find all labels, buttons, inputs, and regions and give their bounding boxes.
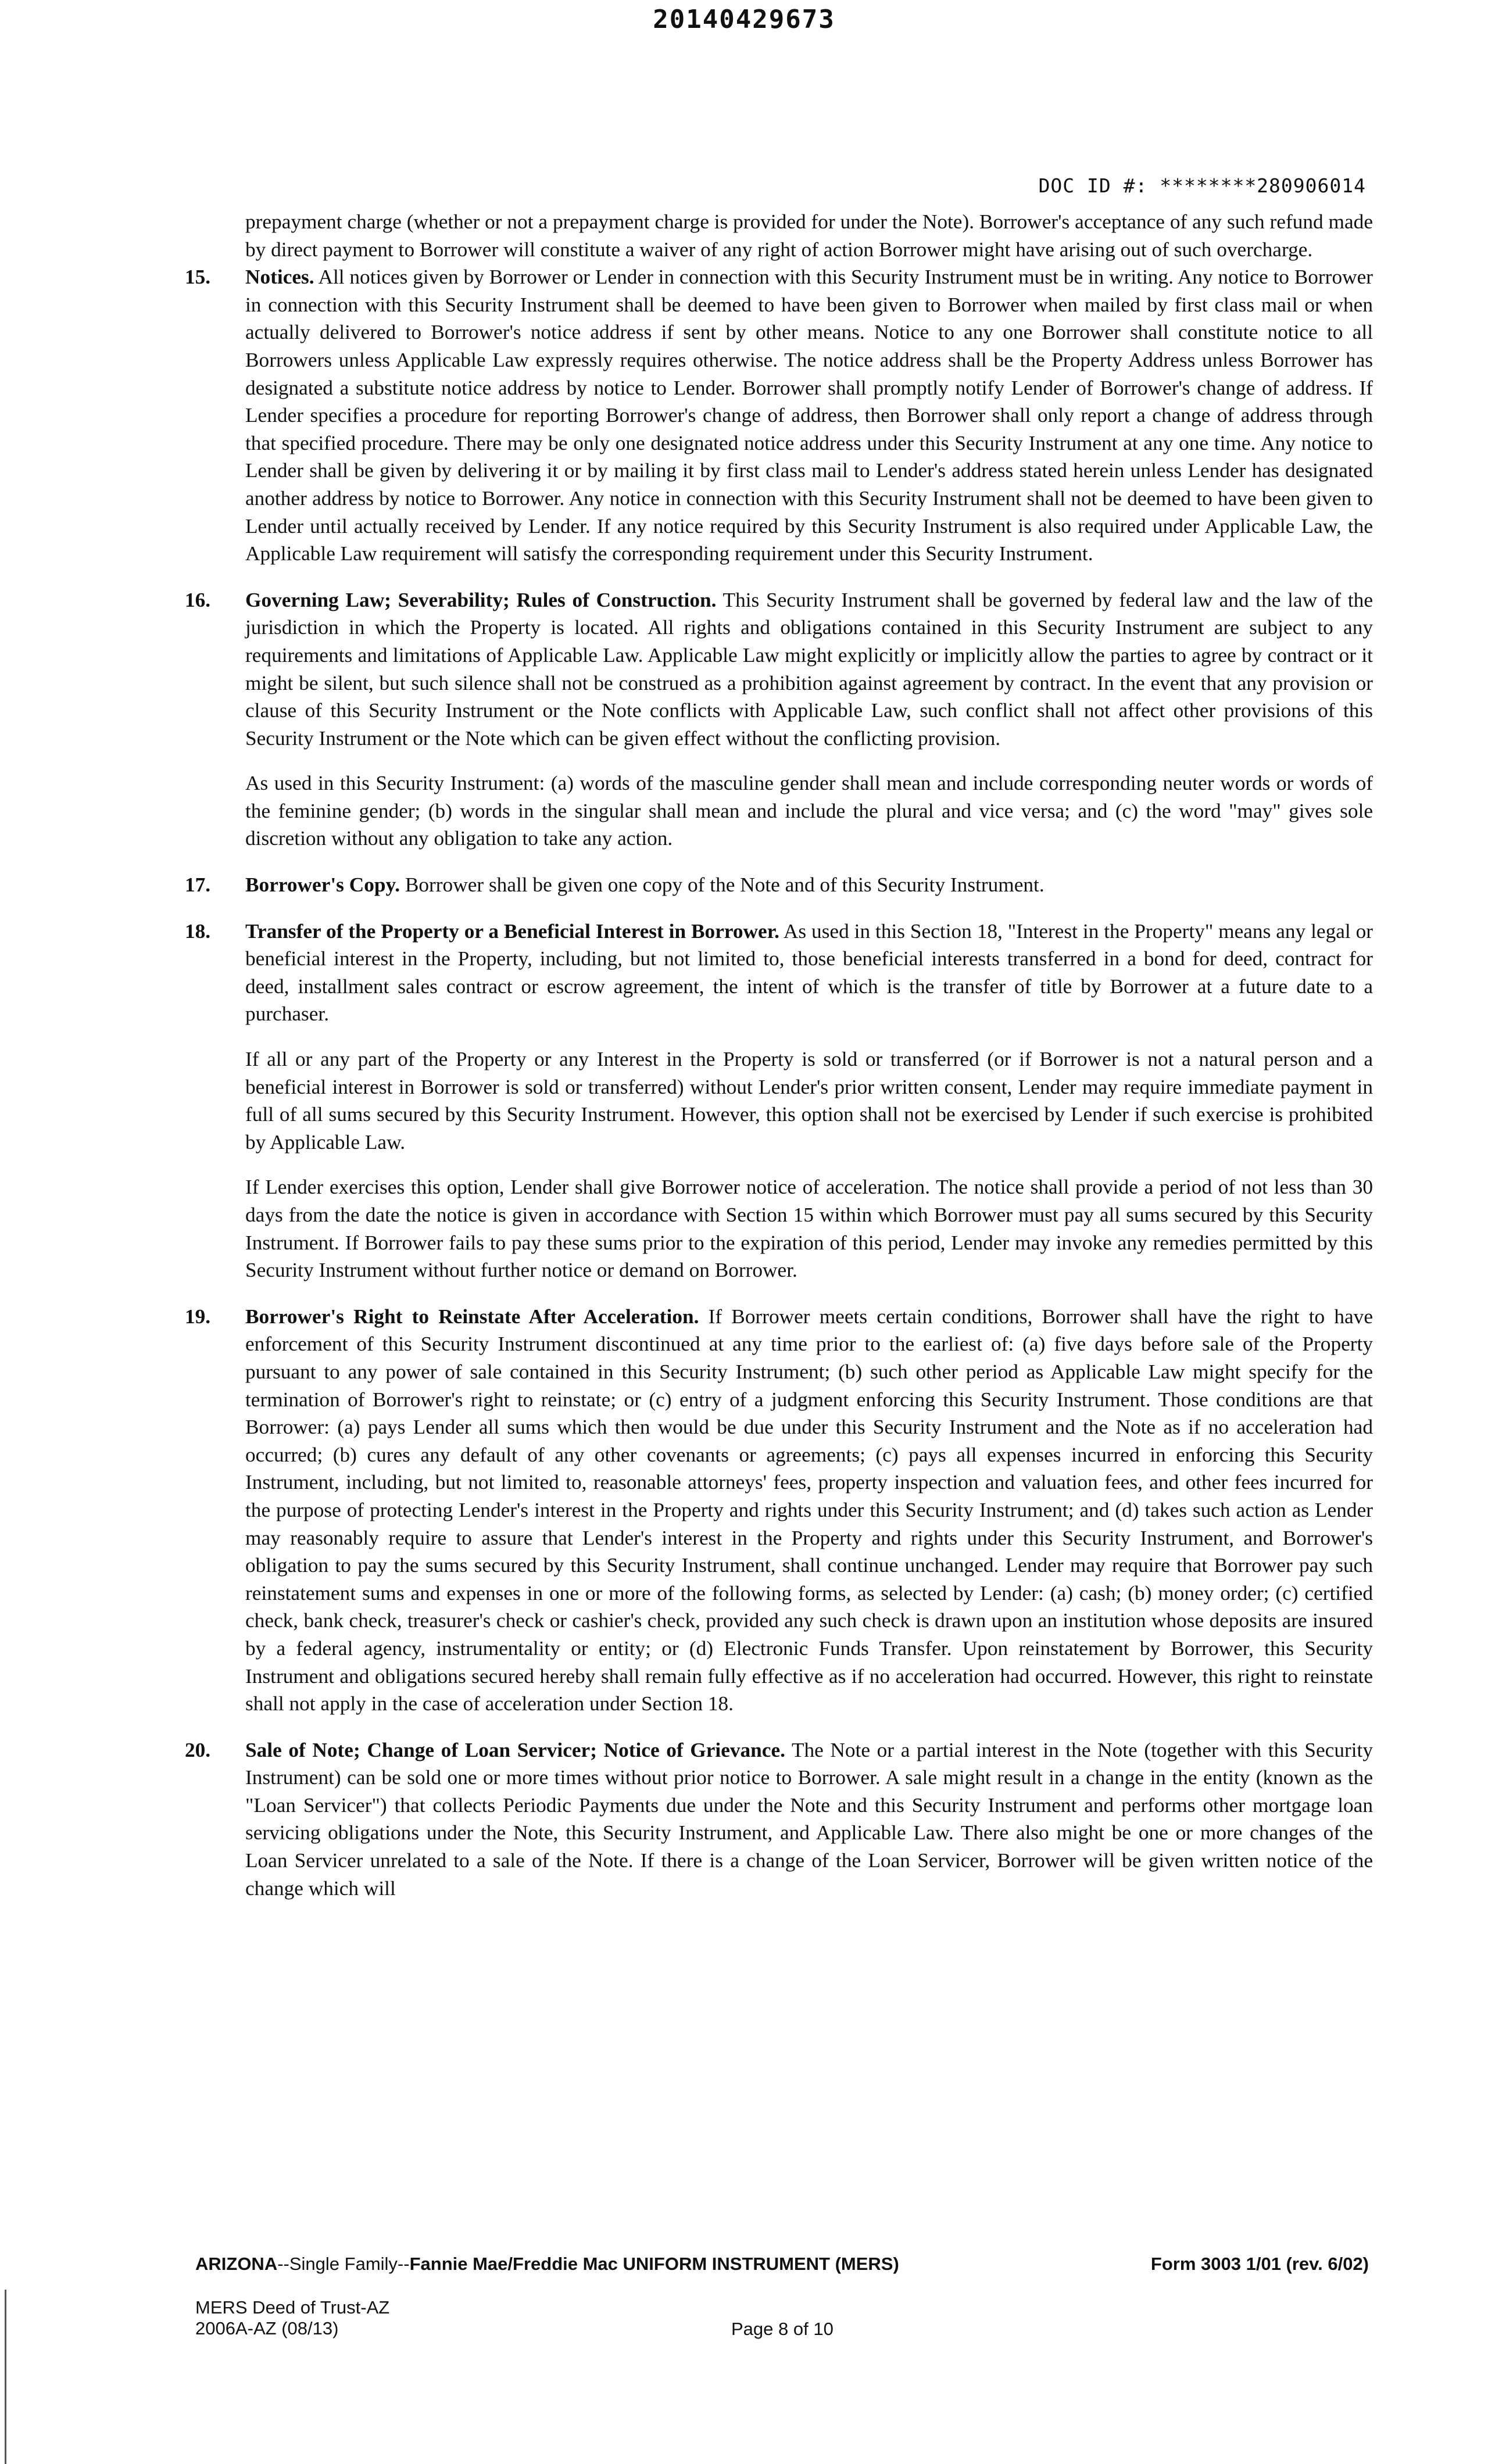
section-20 [185, 1736, 1373, 1903]
section-number: 18. [185, 919, 211, 943]
footer-sub-info [195, 2297, 389, 2339]
recording-number: 20140429673 [653, 5, 835, 34]
section-number: 20. [185, 1738, 211, 1761]
section-paragraph [245, 1173, 1373, 1284]
section-text: Borrower shall be given one copy of the Note and of this Security Instrument. [400, 873, 1045, 897]
section-title: Borrower's Copy. [245, 873, 400, 897]
section-paragraph [245, 1303, 1373, 1718]
section-18 [185, 918, 1373, 1284]
doc-id: DOC ID #: ********280906014 [1038, 174, 1366, 197]
section-paragraph [245, 1045, 1373, 1156]
section-15 [185, 263, 1373, 568]
document-body [185, 208, 1373, 1902]
section-number: 15. [185, 266, 211, 289]
section-text: The Note or a partial interest in the Note (together with this Security Instrument) can be sold one or more times without prior notice to Borrower. A sale might result in a change in the entity (known as the "Loan Servicer") that collects Periodic Payments due under the Note and this Security Instrument and performs other mortgage loan servicing obligations under the Note, this Security Instrument, and Applicable Law. There also might be one or more changes of the Loan Servicer unrelated to a sale of the Note. If there is a change of the Loan Servicer, Borrower will be given written notice of the change which will [245, 1738, 1373, 1900]
footer-line-2: MERS Deed of Trust-AZ [195, 2297, 390, 2318]
page-number: Page 8 of 10 [731, 2319, 834, 2339]
section-text: If Lender exercises this option, Lender shall give Borrower notice of acceleration. The notice shall provide a period of not less than 30 days from the date the notice is given in accordance with Section 15 within which Borrower must pay all sums secured by this Security Instrument. If Borrower fails to pay these sums prior to the expiration of this period, Lender may invoke any remedies permitted by this Security Instrument without further notice or demand on Borrower. [245, 1176, 1373, 1282]
continuation-paragraph: prepayment charge (whether or not a prepayment charge is provided for under the Note). Borrower's acceptance of any such refund made by direct payment to Borrower will constitute a waiver of any right of action Borrower might have arising out of such overcharge. [245, 210, 1373, 261]
section-text: If all or any part of the Property or any Interest in the Property is sold or transferred (or if Borrower is not a natural person and a beneficial interest in Borrower is sold or transferred) without Lender's prior written consent, Lender may require immediate payment in full of all sums secured by this Security Instrument. However, this option shall not be exercised by Lender if such exercise is prohibited by Applicable Law. [245, 1048, 1373, 1154]
section-title: Governing Law; Severability; Rules of Construction. [245, 588, 717, 611]
section-text: This Security Instrument shall be governed by federal law and the law of the jurisdiction in which the Property is located. All rights and obligations contained in this Security Instrument are subject to any requirements and limitations of Applicable Law. Applicable Law might explicitly or implicitly allow the parties to agree by contract or it might be silent, but such silence shall not be construed as a prohibition against agreement by contract. In the event that any provision or clause of this Security Instrument or the Note conflicts with Applicable Law, such conflict shall not affect other provisions of this Security Instrument or the Note which can be given effect without the conflicting provision. [245, 588, 1373, 750]
section-paragraph [245, 1736, 1373, 1903]
footer-state: ARIZONA [195, 2254, 278, 2274]
section-19 [185, 1303, 1373, 1718]
section-paragraph [245, 871, 1373, 899]
section-paragraph [245, 586, 1373, 753]
scan-edge-line [5, 2290, 6, 2464]
section-number: 16. [185, 588, 211, 611]
section-number: 19. [185, 1305, 211, 1328]
section-text: If Borrower meets certain conditions, Borrower shall have the right to have enforcement of this Security Instrument discontinued at any time prior to the earliest of: (a) five days before sale of the Property pursuant to any power of sale contained in this Security Instrument; (b) such other period as Applicable Law might specify for the termination of Borrower's right to reinstate; or (c) entry of a judgment enforcing this Security Instrument. Those conditions are that Borrower: (a) pays Lender all sums which then would be due under this Security Instrument and the Note as if no acceleration had occurred; (b) cures any default of any other covenants or agreements; (c) pays all expenses incurred in enforcing this Security Instrument, including, but not limited to, reasonable attorneys' fees, property inspection and valuation fees, and other fees incurred for the purpose of protecting Lender's interest in the Property and rights under this Security Instrument; and (d) takes such action as Lender may reasonably require to assure that Lender's interest in the Property and rights under this Security Instrument, and Borrower's obligation to pay the sums secured by this Security Instrument, shall continue unchanged. Lender may require that Borrower pay such reinstatement sums and expenses in one or more of the following forms, as selected by Lender: (a) cash; (b) money order; (c) certified check, bank check, treasurer's check or cashier's check, provided any such check is drawn upon an institution whose deposits are insured by a federal agency, instrumentality or entity; or (d) Electronic Funds Transfer. Upon reinstatement by Borrower, this Security Instrument and obligations secured hereby shall remain fully effective as if no acceleration had occurred. However, this right to reinstate shall not apply in the case of acceleration under Section 18. [245, 1305, 1373, 1716]
section-title: Notices. [245, 266, 314, 289]
section-text: As used in this Security Instrument: (a) words of the masculine gender shall mean and include corresponding neuter words or words of the feminine gender; (b) words in the singular shall mean and include the plural and vice versa; and (c) the word "may" gives sole discretion without any obligation to take any action. [245, 772, 1373, 850]
section-title: Transfer of the Property or a Beneficial Interest in Borrower. [245, 919, 779, 943]
section-title: Borrower's Right to Reinstate After Acceleration. [245, 1305, 699, 1328]
section-number: 17. [185, 873, 211, 897]
section-17 [185, 871, 1373, 899]
section-title: Sale of Note; Change of Loan Servicer; Notice of Grievance. [245, 1738, 785, 1761]
section-paragraph [245, 769, 1373, 853]
footer-form-number: Form 3003 1/01 (rev. 6/02) [1150, 2254, 1369, 2274]
footer-title-bold: Fannie Mae/Freddie Mac UNIFORM INSTRUMENT (MERS) [409, 2254, 899, 2274]
section-text: As used in this Section 18, "Interest in the Property" means any legal or beneficial interest in the Property, including, but not limited to, those beneficial interests transferred in a bond for deed, contract for deed, installment sales contract or escrow agreement, the intent of which is the transfer of title by Borrower at a future date to a purchaser. [245, 919, 1373, 1026]
footer-form-title [195, 2254, 899, 2275]
section-text: All notices given by Borrower or Lender in connection with this Security Instrument must be in writing. Any notice to Borrower in connection with this Security Instrument shall be deemed to have been given to Borrower when mailed by first class mail or when actually delivered to Borrower's notice address if sent by other means. Notice to any one Borrower shall constitute notice to all Borrowers unless Applicable Law expressly requires otherwise. The notice address shall be the Property Address unless Borrower has designated a substitute notice address by notice to Lender. Borrower shall promptly notify Lender of Borrower's change of address. If Lender specifies a procedure for reporting Borrower's change of address, then Borrower shall only report a change of address through that specified procedure. There may be only one designated notice address under this Security Instrument at any one time. Any notice to Lender shall be given by delivering it or by mailing it by first class mail to Lender's address stated herein unless Lender has designated another address by notice to Borrower. Any notice in connection with this Security Instrument shall not be deemed to have been given to Lender until actually received by Lender. If any notice required by this Security Instrument is also required under Applicable Law, the Applicable Law requirement will satisfy the corresponding requirement under this Security Instrument. [245, 266, 1373, 565]
footer-title-rest: --Single Family-- [277, 2254, 410, 2274]
section-16 [185, 586, 1373, 853]
footer-line-3: 2006A-AZ (08/13) [195, 2318, 339, 2338]
sections-container [185, 263, 1373, 1902]
section-paragraph [245, 263, 1373, 568]
section-paragraph [245, 918, 1373, 1028]
